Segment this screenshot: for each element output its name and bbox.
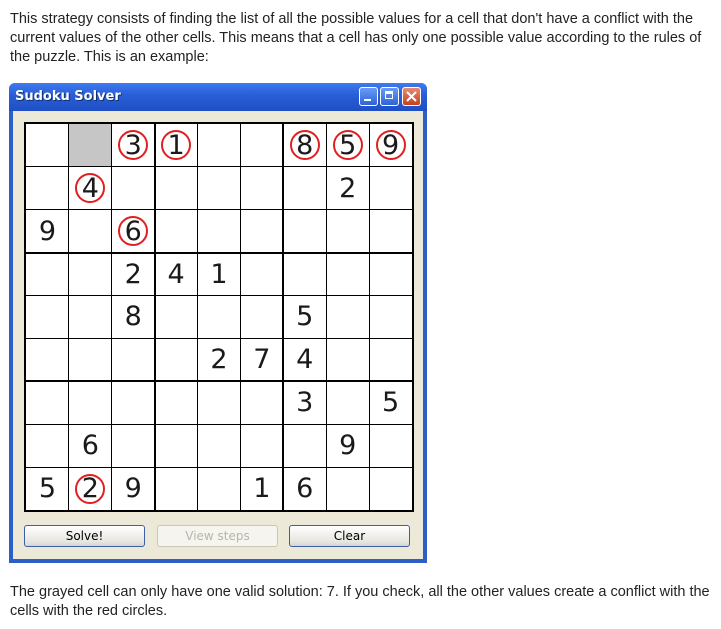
box-divider-horizontal (26, 252, 412, 254)
box-divider-vertical (154, 124, 156, 510)
cell-r8-c6[interactable] (240, 424, 283, 467)
cell-r2-c3[interactable] (112, 167, 155, 210)
cell-r8-c9[interactable] (369, 424, 412, 467)
circled-value: 2 (75, 474, 105, 504)
cell-r2-c1[interactable] (26, 167, 69, 210)
grid-line-vertical (369, 124, 370, 510)
cell-r2-c5[interactable] (198, 167, 241, 210)
cell-r5-c8[interactable] (326, 296, 369, 339)
cell-r5-c2[interactable] (69, 296, 112, 339)
cell-r9-c2[interactable] (69, 467, 112, 510)
cell-r7-c2[interactable] (69, 381, 112, 424)
cell-r4-c6[interactable] (240, 253, 283, 296)
cell-r3-c3[interactable] (112, 210, 155, 253)
cell-r3-c5[interactable] (198, 210, 241, 253)
grid-line-horizontal (26, 338, 412, 339)
cell-r8-c1[interactable] (26, 424, 69, 467)
cell-r9-c6[interactable]: 1 (253, 473, 271, 505)
cell-r5-c5[interactable] (198, 296, 241, 339)
cell-r9-c1[interactable]: 5 (38, 473, 57, 505)
cell-r8-c5[interactable] (198, 424, 241, 467)
title-bar[interactable] (9, 83, 427, 111)
minimize-icon[interactable] (359, 87, 378, 106)
cell-r4-c2[interactable] (69, 253, 112, 296)
grid-line-horizontal (26, 295, 412, 296)
cell-r6-c8[interactable] (326, 338, 369, 381)
cell-r3-c1[interactable]: 9 (38, 215, 57, 247)
cell-r7-c3[interactable] (112, 381, 155, 424)
cell-r6-c3[interactable] (112, 338, 155, 381)
cell-r7-c5[interactable] (198, 381, 241, 424)
grid-line-vertical (197, 124, 198, 510)
cell-r2-c2[interactable] (69, 167, 112, 210)
cell-r4-c9[interactable] (369, 253, 412, 296)
outro-paragraph: The grayed cell can only have one valid solution: 7. If you check, all the other values create a conflict with the cells with the red circles. (10, 584, 710, 619)
cell-r6-c4[interactable] (155, 338, 198, 381)
cell-r9-c5[interactable] (198, 467, 241, 510)
cell-r9-c9[interactable] (369, 467, 412, 510)
cell-r9-c7[interactable]: 6 (296, 473, 314, 505)
grid-line-horizontal (26, 209, 412, 210)
cell-r3-c6[interactable] (240, 210, 283, 253)
cell-r1-c9[interactable] (369, 124, 412, 167)
intro-paragraph: This strategy consists of finding the list of all the possible values for a cell that don't have a conflict with the current values of the other cells. This means that a cell has only one possible value according to the rules of the puzzle. This is an example: (10, 11, 702, 65)
cell-r1-c4[interactable] (155, 124, 198, 167)
cell-r2-c8[interactable]: 2 (339, 172, 357, 204)
cell-r8-c3[interactable] (112, 424, 155, 467)
cell-r1-c6[interactable] (240, 124, 283, 167)
solve-button[interactable]: Solve! (24, 525, 145, 547)
sudoku-grid (24, 122, 414, 512)
cell-r2-c7[interactable] (283, 167, 326, 210)
cell-r8-c2[interactable]: 6 (81, 430, 99, 462)
grid-line-vertical (111, 124, 112, 510)
circled-value: 8 (290, 130, 320, 160)
cell-r2-c6[interactable] (240, 167, 283, 210)
cell-r8-c7[interactable] (283, 424, 326, 467)
circled-value: 5 (333, 130, 363, 160)
circled-value: 4 (75, 173, 105, 203)
cell-r5-c1[interactable] (26, 296, 69, 339)
cell-r7-c8[interactable] (326, 381, 369, 424)
cell-r6-c2[interactable] (69, 338, 112, 381)
cell-r9-c3[interactable]: 9 (124, 473, 142, 505)
cell-r8-c4[interactable] (155, 424, 198, 467)
cell-r7-c4[interactable] (155, 381, 198, 424)
cell-r1-c1[interactable] (26, 124, 69, 167)
box-divider-horizontal (26, 380, 412, 382)
cell-r6-c1[interactable] (26, 338, 69, 381)
cell-r2-c4[interactable] (155, 167, 198, 210)
cell-r1-c8[interactable] (326, 124, 369, 167)
cell-r3-c2[interactable] (69, 210, 112, 253)
cell-r5-c3[interactable]: 8 (124, 301, 142, 333)
cell-r7-c6[interactable] (240, 381, 283, 424)
cell-r5-c6[interactable] (240, 296, 283, 339)
grid-line-horizontal (26, 467, 412, 468)
circled-value: 3 (118, 130, 148, 160)
cell-r1-c7[interactable] (283, 124, 326, 167)
cell-r8-c8[interactable]: 9 (339, 430, 357, 462)
cell-r7-c9[interactable]: 5 (381, 387, 400, 419)
cell-r4-c8[interactable] (326, 253, 369, 296)
cell-r6-c7[interactable]: 4 (296, 344, 314, 376)
close-icon[interactable] (402, 87, 421, 106)
cell-r6-c5[interactable]: 2 (210, 344, 228, 376)
circled-value: 1 (161, 130, 191, 160)
cell-r1-c5[interactable] (198, 124, 241, 167)
maximize-icon[interactable] (380, 87, 399, 106)
cell-r7-c1[interactable] (26, 381, 69, 424)
grid-line-horizontal (26, 424, 412, 425)
cell-r5-c9[interactable] (369, 296, 412, 339)
cell-r4-c4[interactable]: 4 (167, 258, 185, 290)
cell-r3-c7[interactable] (283, 210, 326, 253)
grid-line-vertical (240, 124, 241, 510)
sudoku-solver-window (9, 83, 427, 563)
cell-r9-c8[interactable] (326, 467, 369, 510)
cell-r2-c9[interactable] (369, 167, 412, 210)
cell-r6-c6[interactable]: 7 (253, 344, 271, 376)
cell-r1-c3[interactable] (112, 124, 155, 167)
cell-r4-c1[interactable] (26, 253, 69, 296)
cell-r4-c7[interactable] (283, 253, 326, 296)
window-client-area (13, 111, 423, 559)
cell-r4-c5[interactable]: 1 (210, 258, 228, 290)
cell-r1-c2[interactable] (69, 124, 112, 167)
circled-value: 6 (118, 216, 148, 246)
cell-r7-c7[interactable]: 3 (296, 387, 314, 419)
cell-r5-c7[interactable]: 5 (296, 301, 314, 333)
cell-r5-c4[interactable] (155, 296, 198, 339)
cell-r3-c9[interactable] (369, 210, 412, 253)
cell-r6-c9[interactable] (369, 338, 412, 381)
box-divider-vertical (282, 124, 284, 510)
view-steps-button: View steps (157, 525, 278, 547)
grid-line-vertical (68, 124, 69, 510)
window-title: Sudoku Solver (15, 89, 121, 104)
cell-r9-c4[interactable] (155, 467, 198, 510)
circled-value: 9 (376, 130, 406, 160)
grid-line-vertical (326, 124, 327, 510)
cell-r4-c3[interactable]: 2 (124, 258, 142, 290)
cell-r3-c8[interactable] (326, 210, 369, 253)
grid-line-horizontal (26, 166, 412, 167)
cell-r3-c4[interactable] (155, 210, 198, 253)
clear-button[interactable]: Clear (289, 525, 410, 547)
